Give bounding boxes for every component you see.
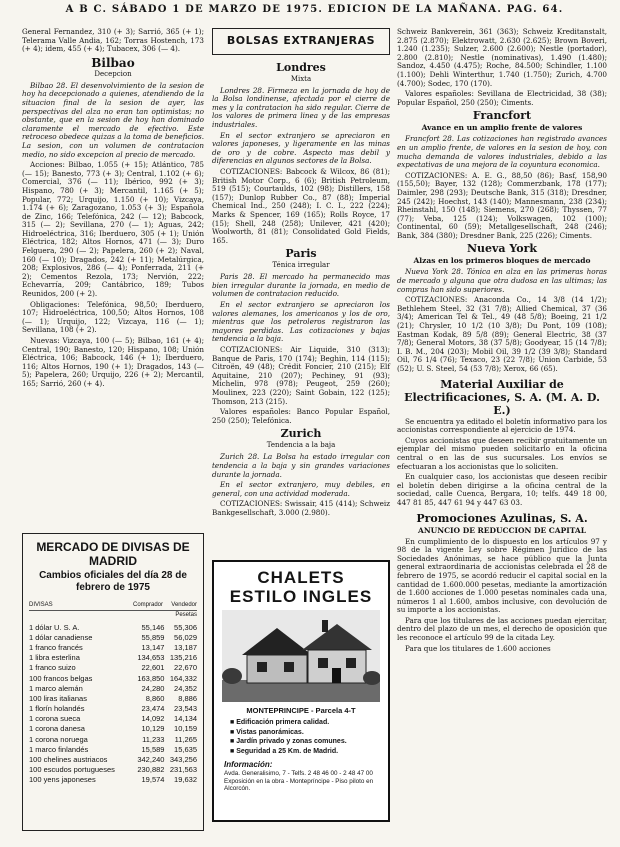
foreign-markets-title: BOLSAS EXTRANJERAS <box>212 28 390 55</box>
page-header: A B C. SÁBADO 1 DE MARZO DE 1975. EDICION DE LA MAÑANA. PAG. 64. <box>65 4 564 15</box>
currency-row <box>29 714 197 724</box>
currency-row <box>29 724 197 734</box>
currency-buy: 55,859 <box>141 632 165 642</box>
currency-label: 1 marco finlandés <box>29 744 89 754</box>
londres-paragraph-2: En el sector extranjero se apreciaron en valores japoneses, y ligeramente en las minas de oro y de cobre. Aspecto mas debil y diferencias en algunos sectores de la Bolsa. <box>212 130 390 166</box>
currency-table-header <box>29 602 197 611</box>
currency-sell: 14,134 <box>174 714 197 724</box>
currency-label: 1 marco alemán <box>29 683 83 693</box>
currency-row <box>29 775 197 785</box>
currency-sell: 13,187 <box>174 642 197 652</box>
currency-sell: 56,029 <box>174 632 197 642</box>
currency-buy: 134,653 <box>137 653 165 663</box>
frankfurt-paragraph-1: Francfort 28. Las cotizaciones han registrado avances en un amplio frente, de valores en la sesion de hoy, con mucha demanda de valores industriales, debido a las expectativas de una mejora de la coyuntura economica. <box>397 134 607 170</box>
ny-paragraph-1: Nueva York 28. Tónica en alza en las primeras horas de mercado y alguna que otra dudosa en las ultimas; las compras han sido superiores. <box>397 267 607 294</box>
made-paragraph-2: Cuyos accionistas que deseen recibir gratuitamente un ejemplar del mismo pueden solicitarlo en la oficina central o en las de sus sucursales. Los envíos se efectuaran a los accionistas que lo soliciten. <box>397 435 607 471</box>
ny-title: Nueva York <box>466 242 538 256</box>
currency-buy: 55,146 <box>141 622 165 632</box>
currency-label: 100 escudos portugueses <box>29 765 115 775</box>
bilbao-paragraph-4: Nuevas: Vizcaya, 100 (— 5); Bilbao, 161 (+ 4); Central, 190; Banesto, 120; Hispano, 108; Unión Eléctrica, 106; Babcock, 146 (+ 1); Iberduero, 116; Altos Hornos, 190 (+ 1); Dragados, 143 (— 5); Papelera, 260; Urquijo, 226 (+ 2); Mercantil, 165; Sarrió, 260 (+ 4). <box>22 336 204 388</box>
currency-sell: 11,265 <box>174 734 197 744</box>
currency-buy: 22,601 <box>141 663 165 673</box>
currency-sell: 231,563 <box>169 765 197 775</box>
currency-row <box>29 744 197 754</box>
currency-buy: 10,129 <box>141 724 165 734</box>
frankfurt-title: Francfort <box>472 109 532 123</box>
londres-subtitle: Mixta <box>290 74 312 83</box>
ad-location: MONTEPRINCIPE - Parcela 4-T <box>246 706 356 715</box>
zurich-subtitle: Tendencia a la baja <box>266 441 336 450</box>
zurich-spanish-values: Valores españoles: Sevillana de Electricidad, 38 (38); Popular Español, 250 (250); Ciments. <box>397 89 607 107</box>
zurich-paragraph-2: En el sector extranjero, muy debiles, en general, con una actividad moderada. <box>212 480 390 498</box>
currency-sell: 343,256 <box>169 755 197 765</box>
currency-row <box>29 673 197 683</box>
currency-label: 100 yens japoneses <box>29 775 96 785</box>
ad-title-1: CHALETS <box>257 568 345 587</box>
currency-buy: 342,240 <box>137 755 165 765</box>
ad-feature-list <box>230 718 388 756</box>
zurich-paragraph-1: Zurich 28. La Bolsa ha estado irregular con tendencia a la baja y sin grandes variaciones durante la jornada. <box>212 452 390 479</box>
currency-row <box>29 704 197 714</box>
made-paragraph-3: En cualquier caso, los accionistas que deseen recibir el boletín deben dirigirse a la oficina central de la sociedad, calle Cuenca, Bergara, 10; telfs. 449 18 00, 447 81 85, 447 61 94 y 447 63 03. <box>397 472 607 507</box>
made-title: Material Auxiliar de Electrificaciones, S. A. (M. A. D. E.) <box>404 377 600 417</box>
currency-sell: 8,886 <box>178 693 197 703</box>
bilbao-subtitle: Decepcion <box>94 69 132 78</box>
currency-buy: 13,147 <box>141 642 165 652</box>
left-column <box>22 28 204 391</box>
londres-paragraph-1: Londres 28. Firmeza en la jornada de hoy de la Bolsa londinense, afectada por el cierre de mes y la contratacion ha sido regular. Cierre de los valores de primera linea y de las empresas industriales. <box>212 85 390 129</box>
bilbao-paragraph-1: Bilbao 28. El desenvolvimiento de la sesion de hoy ha decepcionado a quienes, atendiendo de la situacion final de la sesion de ayer, las perspectivas del alza no eran tan optimistas; no obstante, que en la sesion de hoy han dominado claramente el mercado de efectivo. Este retroceso obedece quizas a la toma de beneficios. La sesion, con un volumen de contratacion medio, no sido excepcion al precio de mercado. <box>22 80 204 159</box>
paris-subtitle: Ténica irregular <box>272 261 330 270</box>
promo-subtitle: ANUNCIO DE REDUCCION DE CAPITAL <box>418 525 586 535</box>
paris-title: Paris <box>285 247 317 261</box>
promo-title: Promociones Azulinas, S. A. <box>416 511 588 525</box>
currency-row <box>29 632 197 642</box>
currency-row <box>29 622 197 632</box>
ad-info-text: Avda. Generalisimo, 7 - Telfs. 2 48 46 00 - 2 48 47 00 Exposición en la obra - Montepríncipe - Piso piloto en Alcorcón. <box>224 770 374 792</box>
bilbao-paragraph-2: Acciones: Bilbao, 1.055 (+ 15); Atlántico, 785 (— 15); Banesto, 773 (+ 3); Central, 1.102 (+ 6); Comercial, 376 (— 11); Ibérico, 992 (+ 3); Hispano, 780 (+ 3); Mercantil, 1.165 (+ 5); Popular, 772; Urquijo, 1.150 (+ 10); Vizcaya, 1.174 (+ 6); Zaragozano, 1.053 (+ 3); Española de Zinc, 166; Telefónica, 242 (— 12); Babcock, 315 (— 2); Sevillana, 270 (— 1); Aguas, 242; Hidroeléctrica, 316; Iberduero, 305 (+ 1); Unión Eléctrica, 182; Altos Hornos, 471 (— 3); Duro Felguera, 290 (— 2); Papelera, 260 (+ 2); Naval, 160 (— 10); Dragados, 242 (+ 11); Metalúrgica, 208; Explosivos, 286 (— 4); Ponferrada, 211 (+ 2); Cementos Rezola, 173; Nervión, 222; Echevarría, 209; Cantábrico, 189; Tubos Reunidos, 200 (+ 2). <box>22 160 204 299</box>
currency-label: 1 corona danesa <box>29 724 85 734</box>
promo-paragraph-3: Para que los titulares de 1.600 acciones <box>405 643 551 653</box>
londres-title: Londres <box>276 60 326 74</box>
col-vendedor: Vendedor <box>171 602 197 608</box>
col-comprador: Comprador <box>132 602 163 608</box>
currency-table <box>29 622 197 785</box>
currency-row <box>29 693 197 703</box>
currency-row <box>29 765 197 775</box>
promo-paragraph-2: Para que los titulares de las acciones puedan ejercitar, dentro del plazo de un mes, el derecho de oposición que les reconoce el artículo 99 de la citada Ley. <box>397 615 607 643</box>
currency-sell: 164,332 <box>169 673 197 683</box>
ad-feature: ■ Jardín privado y zonas comunes. <box>230 738 347 745</box>
currency-label: 1 libra esterlina <box>29 653 80 663</box>
currency-label: 1 corona sueca <box>29 714 81 724</box>
ny-quotes: COTIZACIONES: Anaconda Co., 14 3/8 (14 1/2); Bethlehem Steel, 32 (31 7/8); Allied Chemical, 37 (36 3/4); American Tel & Tel., 49 (48 5/8); Boeing, 21 1/2 (21); Chrysler, 10 1/2 (10 3/8); Du Pont, 109 (108); Eastman Kodak, 89 5/8 (89); General Electric, 38 (37 7/8); General Motors, 38 (37 5/8); Goodyear, 15 (14 7/8); I. B. M., 204 (203); Mobil Oil, 39 1/2 (39 3/8); Standard Oil, 76 1/4 (76); Texaco, 23 (22 7/8); Union Carbide, 53 (52); U. S. Steel, 54 (53 7/8); Xerox, 66 (65). <box>397 295 607 373</box>
made-paragraph-1: Se encuentra ya editado el boletín informativo para los accionistas correspondiente al ejercicio de 1974. <box>397 416 607 435</box>
currency-row <box>29 653 197 663</box>
currency-label: 1 franco francés <box>29 642 83 652</box>
currency-sell: 23,543 <box>174 704 197 714</box>
paris-quotes: COTIZACIONES: Air Liquide, 310 (313); Banque de Paris, 170 (174); Beghin, 114 (115); Citroën, 49 (48); Crédit Foncier, 210 (215); Elf Aquitaine, 210 (207); Pechiney, 91 (93); Michelin, 978 (978); Peugeot, 259 (260); Moulinex, 223 (220); Saint Gobain, 122 (125); Thomson, 213 (215). <box>212 345 390 406</box>
right-column <box>397 28 607 655</box>
ad-info-label: Información: <box>224 760 273 769</box>
currency-row <box>29 734 197 744</box>
col-pesetas: Pesetas <box>175 612 197 618</box>
ad-feature: ■ Vistas panorámicas. <box>230 728 304 736</box>
currency-row <box>29 683 197 693</box>
currency-market-subtitle: Cambios oficiales del día 28 de febrero de 1975 <box>39 570 187 593</box>
currency-sell: 10,159 <box>174 724 197 734</box>
currency-label: 100 francos belgas <box>29 673 93 683</box>
currency-buy: 11,233 <box>142 734 165 744</box>
intro-paragraph: General Fernandez, 310 (+ 3); Sarrió, 365 (+ 1); Telerama Valle Andia, 162; Torras Hostench, 173 (+ 4); idem, 455 (+ 4); Tubacex, 306 (— 4). <box>22 27 204 54</box>
currency-label: 100 chelines austriacos <box>29 755 108 765</box>
currency-sell: 15,635 <box>174 744 197 754</box>
currency-buy: 19,574 <box>141 775 165 785</box>
currency-label: 100 liras italianas <box>29 693 87 703</box>
zurich-continued-quotes: Schweiz Bankverein, 361 (363); Schweiz Kreditanstalt, 2.875 (2.870); Elektrowatt, 2.630 (2.625); Brown Boveri, 1.240 (1.235); Sulzer, 2.600 (2.600); Nestle (portador), 2.800 (2.810); Nestle (nominativas), 1.490 (1.480); Sandoz, 4.450 (4.475); Roche, 84.500; Schindler, 1.100 (1.100); Dehli Winterthur, 1.740 (1.750); Zurich, 4.700 (4.700); Sodec, 170 (170). <box>397 27 607 88</box>
currency-sell: 135,216 <box>169 653 197 663</box>
currency-buy: 14,092 <box>141 714 165 724</box>
bilbao-title: Bilbao <box>91 55 135 70</box>
currency-market-box <box>22 533 204 831</box>
currency-sell: 22,670 <box>174 663 197 673</box>
currency-row <box>29 663 197 673</box>
frankfurt-quotes: COTIZACIONES: A. E. G., 88,50 (86); Basf, 158,90 (155,50); Bayer, 132 (128); Commerzbank, 178 (177); Daimler, 298 (293); Deutsche Bank, 315 (318); Dresdner, 245 (242); Hoechst, 143 (140); Mannesmann, 238 (234); Rheinstahl, 150 (148); Siemens, 270 (268); Thyssen, 77 (77); Veba, 125 (124); Volkswagen, 102 (100); Continental, 60 (59); Metallgesellschaft, 248 (246); Bank, 384 (380); Dresdner Bank, 225 (226); Ciments. <box>397 170 607 240</box>
currency-label: 1 dólar canadiense <box>29 632 93 642</box>
paris-paragraph-2: En el sector extranjero se apreciaron los valores alemanes, los americanos y los de oro, mientras que los petroleros registraron las mayores perdidas. Las cotizaciones y bajas tendencia a la baja. <box>212 300 390 344</box>
chalets-advertisement <box>212 560 390 822</box>
currency-label: 1 florín holandés <box>29 704 85 714</box>
currency-buy: 8,860 <box>145 693 165 703</box>
col-divisas: DIVISAS <box>29 602 53 608</box>
currency-buy: 163,850 <box>137 673 165 683</box>
ad-title-2: ESTILO INGLES <box>229 587 373 606</box>
bilbao-paragraph-3: Obligaciones: Telefónica, 98,50; Iberduero, 107; Hidroeléctrica, 100,50; Altos Hornos, 108 (— 1); Urquijo, 122; Vizcaya, 116 (— 1); Sevillana, 108 (+ 2). <box>22 299 204 335</box>
zurich-title: Zurich <box>280 427 322 441</box>
house-illustration <box>222 610 380 702</box>
currency-label: 1 dólar U. S. A. <box>29 622 80 632</box>
paris-paragraph-1: Paris 28. El mercado ha permanecido mas bien irregular durante la jornada, en medio de volumen de contratacion reducido. <box>212 272 390 299</box>
currency-sell: 55,306 <box>174 622 197 632</box>
currency-sell: 19,632 <box>174 775 197 785</box>
currency-label: 1 franco suizo <box>29 663 76 673</box>
zurich-quotes: COTIZACIONES: Swissair, 415 (414); Schweiz Bankgesellschaft, 3.000 (2.980). <box>212 499 390 517</box>
currency-row <box>29 754 197 764</box>
currency-buy: 23,474 <box>141 704 165 714</box>
ad-feature: ■ Seguridad a 25 Km. de Madrid. <box>230 747 339 755</box>
currency-market-title: MERCADO DE DIVISAS DE MADRID <box>36 540 190 568</box>
ny-subtitle: Alzas en los primeros bloques de mercado <box>413 256 591 266</box>
londres-quotes: COTIZACIONES: Babcock & Wilcox, 86 (81); British Motor Corp., 6 (6); British Petroleum, 519 (515); Courtaulds, 102 (98); Distillers, 158 (157); Dunlop Rubber Co., 87 (88); Imperial Chemical Ind., 250 (248); I. C. I., 222 (224); Marks & Spencer, 169 (165); Rolls Royce, 17 (15); Shell, 248 (258); Unilever, 421 (420); Woolworth, 81 (81); Consolidated Gold Fields, 165. <box>212 166 390 245</box>
ad-feature: ■ Edificación primera calidad. <box>230 719 330 726</box>
middle-column <box>212 28 390 520</box>
currency-row <box>29 642 197 652</box>
currency-sell: 24,352 <box>174 683 197 693</box>
frankfurt-subtitle: Avance en un amplio frente de valores <box>421 123 583 133</box>
promo-paragraph-1: En cumplimiento de lo dispuesto en los artículos 97 y 98 de la vigente Ley sobre Régimen Jurídico de las Sociedades Anónimas, se hace público que la Junta general extraordinaria de accionistas celebrada el 28 de febrero de 1975, se acordó reducir el capital social en la cantidad de 1.600.000 pesetas, mediante la amortización de 1.600 acciones de 1.000 pesetas nominales cada una, números 1 al 1.600, ambos inclusive, con devolución de su importe a los accionistas. <box>397 536 607 615</box>
paris-spanish-values: Valores españoles: Banco Popular Español, 250 (250); Telefónica. <box>212 407 390 425</box>
currency-buy: 230,882 <box>137 765 165 775</box>
currency-buy: 15,589 <box>141 744 165 754</box>
currency-buy: 24,280 <box>141 683 165 693</box>
currency-label: 1 corona noruega <box>29 734 88 744</box>
